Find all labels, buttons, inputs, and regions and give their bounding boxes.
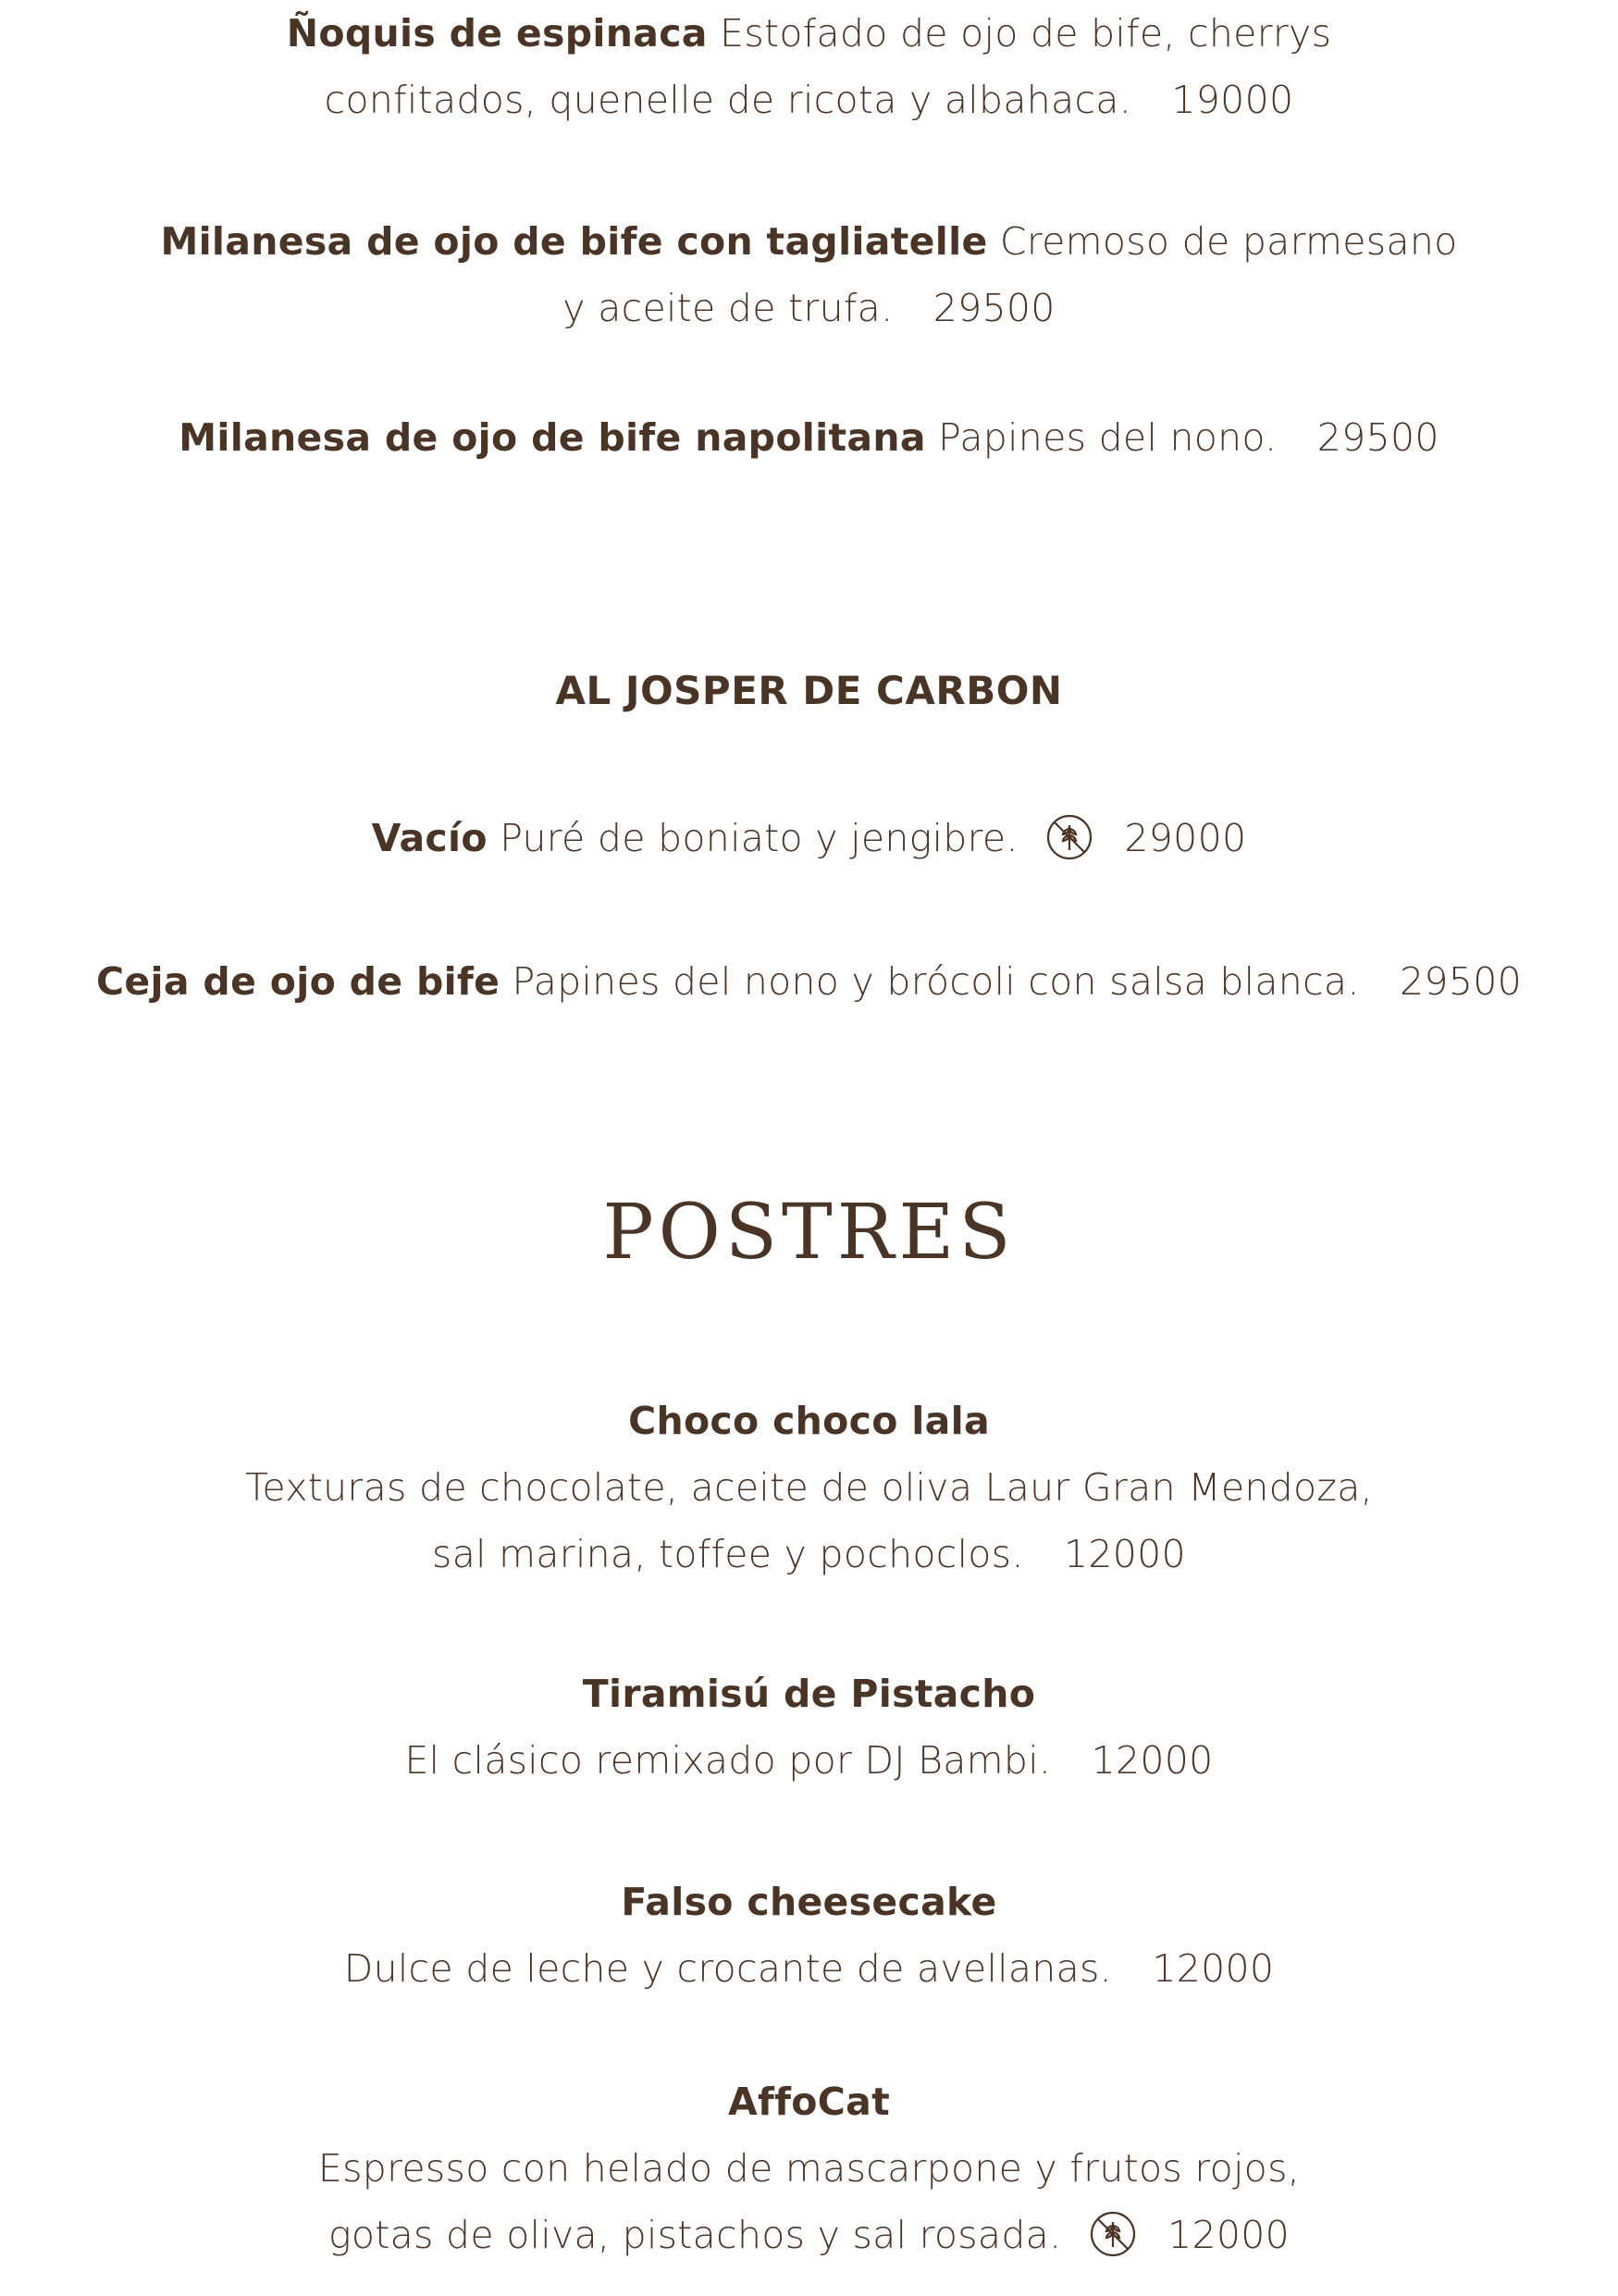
item-description: Estofado de ojo de bife, cherrys <box>720 11 1332 56</box>
menu-item-falso-cheesecake <box>0 1869 1618 2002</box>
section-title-josper: AL JOSPER DE CARBON <box>555 668 1063 713</box>
item-description: Cremoso de parmesano <box>999 219 1458 264</box>
item-description: gotas de oliva, pistachos y sal rosada. <box>327 2213 1062 2257</box>
item-description: Dulce de leche y crocante de avellanas. <box>343 1946 1113 1991</box>
item-description: El clásico remixado por DJ Bambi. <box>404 1738 1052 1783</box>
menu-item-ceja <box>0 948 1618 1015</box>
item-price: 29500 <box>1316 415 1439 460</box>
item-name: AffoCat <box>727 2080 891 2124</box>
menu-item-milanesa-tagliatelle <box>0 208 1618 341</box>
menu-item-milanesa-napolitana <box>0 404 1618 471</box>
item-price: 12000 <box>1167 2213 1291 2257</box>
item-price: 29500 <box>1400 959 1522 1004</box>
menu-item-noquis <box>0 0 1618 133</box>
menu-item-tiramisu <box>0 1660 1618 1794</box>
item-price: 19000 <box>1171 78 1294 122</box>
item-description: Espresso con helado de mascarpone y frutos rojos, <box>317 2146 1301 2191</box>
item-name: Milanesa de ojo de bife con tagliatelle <box>160 219 988 264</box>
menu-item-vacio <box>0 805 1618 871</box>
item-price: 29500 <box>933 286 1056 330</box>
menu-item-choco-choco-lala <box>0 1388 1618 1587</box>
item-name: Vacío <box>371 816 488 860</box>
item-name: Ñoquis de espinaca <box>286 11 708 56</box>
item-price: 12000 <box>1152 1946 1275 1991</box>
item-price: 12000 <box>1064 1532 1186 1576</box>
item-name: Choco choco lala <box>628 1399 990 1443</box>
section-title-postres: POSTRES <box>602 1189 1016 1277</box>
item-description: Puré de boniato y jengibre. <box>500 816 1019 860</box>
gluten-free-icon <box>1045 813 1093 861</box>
item-description: confitados, quenelle de ricota y albahaca. <box>324 78 1132 122</box>
gluten-free-icon <box>1089 2210 1137 2258</box>
item-name: Tiramisú de Pistacho <box>582 1672 1036 1716</box>
menu-item-affocat <box>0 2068 1618 2268</box>
item-description: Papines del nono y brócoli con salsa blanca. <box>512 959 1360 1004</box>
item-description: Papines del nono. <box>938 415 1278 460</box>
item-name: Milanesa de ojo de bife napolitana <box>179 415 926 460</box>
item-description: sal marina, toffee y pochoclos. <box>432 1532 1024 1576</box>
item-name: Ceja de ojo de bife <box>96 959 500 1004</box>
item-price: 29000 <box>1124 816 1247 860</box>
item-name: Falso cheesecake <box>621 1880 997 1924</box>
item-description: Texturas de chocolate, aceite de oliva Laur Gran Mendoza, <box>245 1465 1373 1510</box>
item-price: 12000 <box>1091 1738 1214 1783</box>
item-description: y aceite de trufa. <box>562 286 894 330</box>
